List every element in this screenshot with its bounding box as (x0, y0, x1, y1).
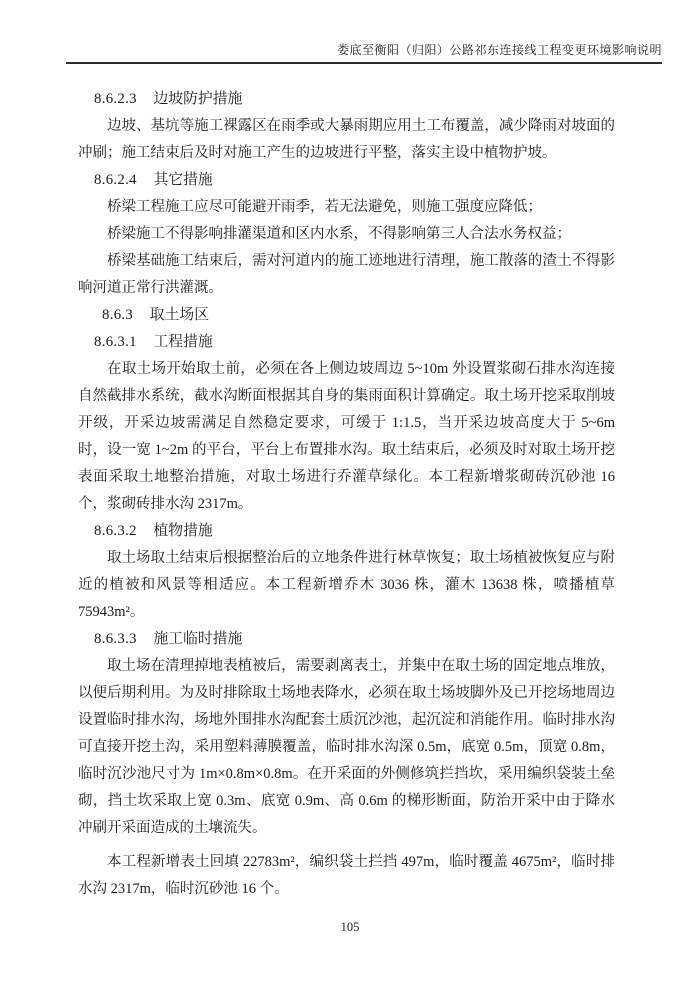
paragraph: 取土场在清理掉地表植被后，需要剥离表土，并集中在取土场的固定地点堆放，以便后期利用。为及时排除取土场地表降水，必须在取土场坡脚外及已开挖场地周边设置临时排水沟，场地外围排水沟配套土质沉沙池，起沉淀和消能作用。临时排水沟可直接开挖土沟，采用塑料薄膜覆盖，临时排水沟深 0.5m，底宽 0.5m，顶宽 0.8m，临时沉沙池尺寸为 1m×0.8m×0.8m。在开采面的外侧修筑拦挡坎，采用编织袋装土垒砌，挡土坎采取上宽 0.3m、底宽 0.9m、高 0.6m 的梯形断面，防治开采中由于降水冲刷开采面造成的土壤流失。 (78, 658, 615, 836)
document-content (78, 86, 615, 903)
document-section (78, 302, 615, 329)
section-title: 边坡防护措施 (153, 91, 243, 107)
document-section (78, 626, 615, 903)
page-header (66, 42, 662, 64)
paragraph: 桥梁施工不得影响排灌渠道和区内水系，不得影响第三人合法水务权益； (107, 226, 571, 242)
section-title: 施工临时措施 (153, 631, 243, 647)
section-number: 8.6.2.4 (94, 172, 137, 188)
section-title: 植物措施 (153, 523, 213, 539)
section-heading (78, 167, 615, 194)
paragraph: 本工程新增表土回填 22783m²，编织袋土拦挡 497m，临时覆盖 4675m²，临时排水沟 2317m，临时沉砂池 16 个。 (78, 854, 615, 897)
section-number: 8.6.3.3 (94, 631, 137, 647)
document-section (78, 167, 615, 302)
section-title: 其它措施 (153, 172, 213, 188)
section-number: 8.6.3.1 (94, 334, 137, 350)
document-section (78, 518, 615, 626)
section-heading (78, 518, 615, 545)
document-section (78, 329, 615, 518)
paragraph: 桥梁基础施工结束后，需对河道内的施工迹地进行清理，施工散落的渣土不得影响河道正常行洪灌溉。 (78, 253, 615, 296)
section-heading (78, 329, 615, 356)
paragraph: 取土场取土结束后根据整治后的立地条件进行林草恢复；取土场植被恢复应与附近的植被和风景等相适应。本工程新增乔木 3036 株，灌木 13638 株，喷播植草 75943m²。 (78, 550, 615, 620)
section-title: 工程措施 (153, 334, 213, 350)
page-number: 105 (340, 920, 360, 934)
section-number: 8.6.3 (102, 307, 134, 323)
section-heading (78, 626, 615, 653)
paragraph: 边坡、基坑等施工裸露区在雨季或大暴雨期应用土工布覆盖，减少降雨对坡面的冲刷；施工结束后及时对施工产生的边坡进行平整，落实主设中植物护坡。 (78, 118, 615, 161)
page-footer (0, 920, 700, 935)
paragraph: 桥梁工程施工应尽可能避开雨季，若无法避免，则施工强度应降低； (107, 199, 542, 215)
paragraph: 在取土场开始取土前，必须在各上侧边坡周边 5~10m 外设置浆砌石排水沟连接自然截排水系统，截水沟断面根据其自身的集雨面积计算确定。取土场开挖采取削坡开级，开采边坡需满足自然稳定要求，可缓于 1:1.5，当开采边坡高度大于 5~6m 时，设一宽 1~2m 的平台，平台上布置排水沟。取土结束后，必须及时对取土场开挖表面采取土地整治措施，对取土场进行乔灌草绿化。本工程新增浆砌砖沉砂池 16 个，浆砌砖排水沟 2317m。 (78, 361, 615, 512)
header-title: 娄底至衡阳（归阳）公路祁东连接线工程变更环境影响说明 (336, 43, 662, 57)
section-title: 取土场区 (149, 307, 209, 323)
section-number: 8.6.3.2 (94, 523, 137, 539)
section-number: 8.6.2.3 (94, 91, 137, 107)
section-heading (78, 302, 615, 329)
document-section (78, 86, 615, 167)
section-heading (78, 86, 615, 113)
